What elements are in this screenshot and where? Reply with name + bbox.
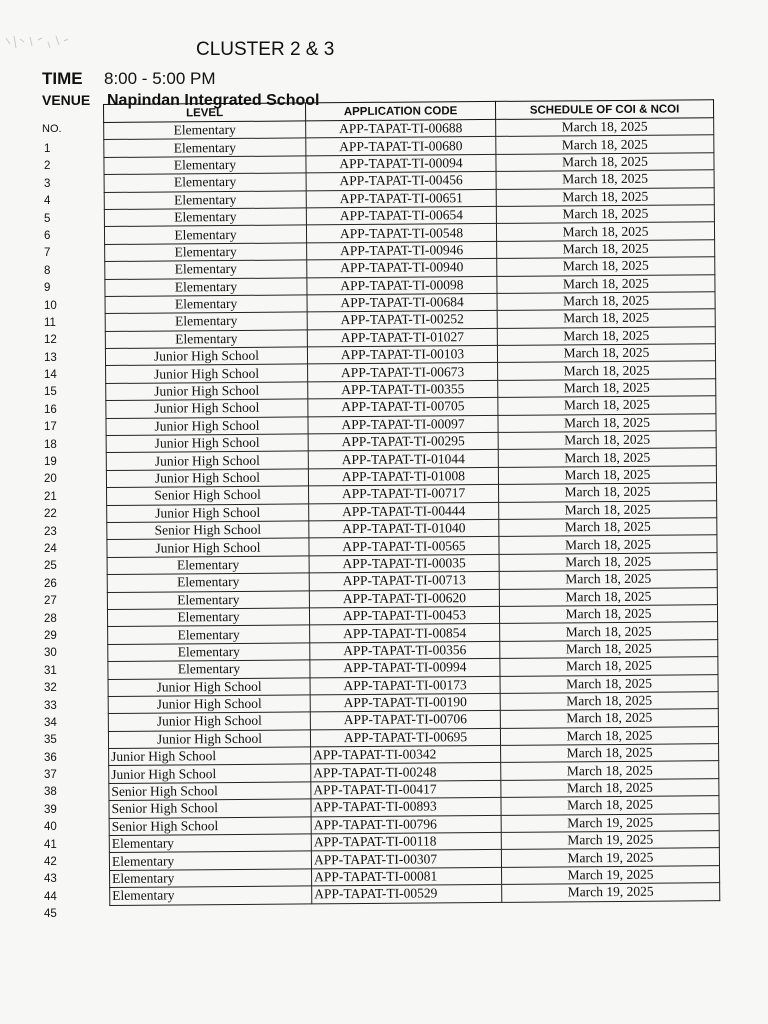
level-cell: Senior High School bbox=[109, 817, 311, 836]
level-cell: Elementary bbox=[109, 851, 311, 870]
schedule-date-cell: March 18, 2025 bbox=[497, 292, 715, 311]
row-number: 38 bbox=[44, 786, 57, 799]
level-cell: Elementary bbox=[105, 295, 307, 314]
row-number: 40 bbox=[44, 821, 57, 834]
row-number: 17 bbox=[44, 421, 57, 434]
schedule-date-cell: March 18, 2025 bbox=[501, 796, 719, 815]
application-code-cell: APP-TAPAT-TI-00444 bbox=[309, 502, 499, 521]
row-number: 31 bbox=[44, 664, 57, 677]
application-code-cell: APP-TAPAT-TI-01008 bbox=[308, 467, 498, 486]
level-cell: Elementary bbox=[108, 625, 310, 644]
application-code-cell: APP-TAPAT-TI-00307 bbox=[311, 850, 501, 869]
schedule-date-cell: March 18, 2025 bbox=[498, 466, 716, 485]
schedule-date-cell: March 19, 2025 bbox=[502, 865, 720, 884]
table-body bbox=[104, 118, 720, 905]
schedule-date-cell: March 18, 2025 bbox=[498, 396, 716, 415]
row-number: 10 bbox=[44, 299, 57, 312]
level-cell: Elementary bbox=[108, 660, 310, 679]
level-cell: Elementary bbox=[104, 173, 306, 192]
row-number: 44 bbox=[44, 890, 57, 903]
schedule-date-cell: March 18, 2025 bbox=[500, 692, 718, 711]
application-code-cell: APP-TAPAT-TI-00854 bbox=[310, 624, 500, 643]
level-cell: Elementary bbox=[110, 886, 312, 905]
venue-label: VENUE bbox=[42, 92, 91, 108]
application-code-cell: APP-TAPAT-TI-00940 bbox=[307, 259, 497, 278]
level-cell: Senior High School bbox=[107, 521, 309, 540]
schedule-date-cell: March 18, 2025 bbox=[499, 605, 717, 624]
level-cell: Elementary bbox=[107, 556, 309, 575]
row-number: 13 bbox=[44, 351, 57, 364]
application-code-cell: APP-TAPAT-TI-00094 bbox=[306, 154, 496, 173]
schedule-date-cell: March 18, 2025 bbox=[499, 552, 717, 571]
row-number: 39 bbox=[44, 803, 57, 816]
level-cell: Junior High School bbox=[106, 364, 308, 383]
application-code-cell: APP-TAPAT-TI-00103 bbox=[307, 345, 497, 364]
level-cell: Elementary bbox=[105, 277, 307, 296]
level-cell: Elementary bbox=[105, 312, 307, 331]
application-code-cell: APP-TAPAT-TI-01027 bbox=[307, 328, 497, 347]
schedule-date-cell: March 18, 2025 bbox=[496, 118, 714, 137]
row-number-column bbox=[40, 141, 80, 924]
row-number: 22 bbox=[44, 508, 57, 521]
application-code-cell: APP-TAPAT-TI-00355 bbox=[308, 380, 498, 399]
schedule-date-cell: March 18, 2025 bbox=[499, 570, 717, 589]
schedule-date-cell: March 18, 2025 bbox=[497, 309, 715, 328]
row-number: 7 bbox=[44, 247, 51, 260]
level-cell: Junior High School bbox=[108, 677, 310, 696]
schedule-date-cell: March 18, 2025 bbox=[498, 379, 716, 398]
application-code-cell: APP-TAPAT-TI-00688 bbox=[306, 119, 496, 138]
row-number: 21 bbox=[44, 490, 57, 503]
application-code-cell: APP-TAPAT-TI-00684 bbox=[307, 293, 497, 312]
application-code-cell: APP-TAPAT-TI-00706 bbox=[310, 711, 500, 730]
schedule-date-cell: March 18, 2025 bbox=[499, 483, 717, 502]
level-cell: Junior High School bbox=[109, 764, 311, 783]
level-cell: Junior High School bbox=[107, 538, 309, 557]
schedule-date-cell: March 18, 2025 bbox=[500, 674, 718, 693]
schedule-date-cell: March 18, 2025 bbox=[496, 135, 714, 154]
level-cell: Elementary bbox=[109, 834, 311, 853]
schedule-date-cell: March 18, 2025 bbox=[497, 239, 715, 258]
level-cell: Junior High School bbox=[107, 503, 309, 522]
level-cell: Senior High School bbox=[109, 799, 311, 818]
schedule-date-cell: March 19, 2025 bbox=[501, 831, 719, 850]
level-cell: Senior High School bbox=[107, 486, 309, 505]
application-code-cell: APP-TAPAT-TI-00529 bbox=[312, 885, 502, 904]
application-code-cell: APP-TAPAT-TI-00035 bbox=[309, 554, 499, 573]
application-code-cell: APP-TAPAT-TI-00654 bbox=[306, 206, 496, 225]
application-code-cell: APP-TAPAT-TI-00252 bbox=[307, 311, 497, 330]
row-number: 36 bbox=[44, 751, 57, 764]
application-code-cell: APP-TAPAT-TI-00994 bbox=[310, 659, 500, 678]
application-code-cell: APP-TAPAT-TI-00190 bbox=[310, 693, 500, 712]
schedule-date-cell: March 18, 2025 bbox=[497, 344, 715, 363]
schedule-date-cell: March 18, 2025 bbox=[498, 448, 716, 467]
level-cell: Elementary bbox=[104, 156, 306, 175]
schedule-date-cell: March 18, 2025 bbox=[496, 170, 714, 189]
row-number: 43 bbox=[44, 873, 57, 886]
schedule-date-cell: March 18, 2025 bbox=[499, 500, 717, 519]
application-code-cell: APP-TAPAT-TI-00548 bbox=[306, 224, 496, 243]
application-code-cell: APP-TAPAT-TI-00417 bbox=[311, 780, 501, 799]
application-code-cell: APP-TAPAT-TI-00081 bbox=[312, 867, 502, 886]
row-number: 18 bbox=[44, 438, 57, 451]
application-code-cell: APP-TAPAT-TI-00565 bbox=[309, 537, 499, 556]
application-code-cell: APP-TAPAT-TI-00620 bbox=[309, 589, 499, 608]
schedule-date-cell: March 18, 2025 bbox=[496, 152, 714, 171]
level-cell: Junior High School bbox=[106, 434, 308, 453]
application-code-cell: APP-TAPAT-TI-00456 bbox=[306, 172, 496, 191]
time-row bbox=[42, 69, 216, 89]
application-code-cell: APP-TAPAT-TI-01040 bbox=[309, 519, 499, 538]
level-cell: Junior High School bbox=[109, 747, 311, 766]
row-number: 37 bbox=[44, 769, 57, 782]
venue-value: Napindan Integrated School bbox=[107, 92, 320, 109]
row-number: 41 bbox=[44, 838, 57, 851]
number-column-header: NO. bbox=[42, 123, 62, 135]
application-code-cell: APP-TAPAT-TI-00097 bbox=[308, 415, 498, 434]
row-number: 28 bbox=[44, 612, 57, 625]
schedule-date-cell: March 18, 2025 bbox=[499, 518, 717, 537]
level-cell: Junior High School bbox=[108, 695, 310, 714]
application-code-cell: APP-TAPAT-TI-00796 bbox=[311, 815, 501, 834]
application-code-cell: APP-TAPAT-TI-00453 bbox=[309, 606, 499, 625]
schedule-date-cell: March 18, 2025 bbox=[500, 709, 718, 728]
level-cell: Elementary bbox=[108, 643, 310, 662]
schedule-date-cell: March 18, 2025 bbox=[498, 431, 716, 450]
level-cell: Junior High School bbox=[106, 382, 308, 401]
row-number: 3 bbox=[44, 177, 51, 190]
schedule-table-wrapper bbox=[103, 99, 719, 905]
row-number: 14 bbox=[44, 369, 57, 382]
table-row bbox=[110, 883, 720, 905]
row-number: 34 bbox=[44, 716, 57, 729]
application-code-cell: APP-TAPAT-TI-00717 bbox=[309, 485, 499, 504]
row-number: 20 bbox=[44, 473, 57, 486]
time-value: 8:00 - 5:00 PM bbox=[104, 69, 216, 88]
level-cell: Elementary bbox=[105, 330, 307, 349]
schedule-date-cell: March 18, 2025 bbox=[501, 779, 719, 798]
schedule-date-cell: March 18, 2025 bbox=[500, 622, 718, 641]
application-code-cell: APP-TAPAT-TI-00946 bbox=[307, 241, 497, 260]
level-cell: Elementary bbox=[104, 208, 306, 227]
application-code-cell: APP-TAPAT-TI-00356 bbox=[310, 641, 500, 660]
schedule-date-cell: March 19, 2025 bbox=[502, 883, 720, 902]
application-code-cell: APP-TAPAT-TI-00342 bbox=[311, 745, 501, 764]
application-code-cell: APP-TAPAT-TI-00118 bbox=[311, 832, 501, 851]
row-number: 26 bbox=[44, 577, 57, 590]
row-number: 9 bbox=[44, 282, 51, 295]
schedule-date-cell: March 18, 2025 bbox=[497, 326, 715, 345]
level-cell: Junior High School bbox=[106, 399, 308, 418]
schedule-date-cell: March 18, 2025 bbox=[501, 761, 719, 780]
application-code-cell: APP-TAPAT-TI-00248 bbox=[311, 763, 501, 782]
schedule-date-cell: March 18, 2025 bbox=[501, 744, 719, 763]
row-number: 16 bbox=[44, 403, 57, 416]
level-cell: Junior High School bbox=[108, 730, 310, 749]
schedule-date-cell: March 19, 2025 bbox=[501, 848, 719, 867]
application-code-cell: APP-TAPAT-TI-00893 bbox=[311, 798, 501, 817]
application-code-cell: APP-TAPAT-TI-00713 bbox=[309, 572, 499, 591]
row-number: 33 bbox=[44, 699, 57, 712]
application-code-cell: APP-TAPAT-TI-00695 bbox=[310, 728, 500, 747]
level-cell: Elementary bbox=[105, 260, 307, 279]
level-cell: Elementary bbox=[104, 190, 306, 209]
schedule-date-cell: March 18, 2025 bbox=[497, 257, 715, 276]
schedule-date-cell: March 18, 2025 bbox=[500, 657, 718, 676]
application-code-cell: APP-TAPAT-TI-00098 bbox=[307, 276, 497, 295]
row-number: 35 bbox=[44, 734, 57, 747]
column-header-schedule: SCHEDULE OF COI & NCOI bbox=[495, 100, 713, 120]
level-cell: Elementary bbox=[110, 869, 312, 888]
level-cell: Senior High School bbox=[109, 782, 311, 801]
level-cell: Elementary bbox=[104, 121, 306, 140]
row-number: 8 bbox=[44, 264, 51, 277]
level-cell: Elementary bbox=[107, 573, 309, 592]
row-number: 2 bbox=[44, 160, 51, 173]
level-cell: Elementary bbox=[104, 225, 306, 244]
row-number: 45 bbox=[44, 908, 57, 921]
time-label: TIME bbox=[42, 69, 83, 88]
row-number: 15 bbox=[44, 386, 57, 399]
level-cell: Junior High School bbox=[105, 347, 307, 366]
column-header-level: LEVEL bbox=[104, 103, 306, 123]
row-number: 1 bbox=[44, 143, 51, 155]
schedule-date-cell: March 18, 2025 bbox=[496, 205, 714, 224]
level-cell: Elementary bbox=[104, 138, 306, 157]
scan-smudge bbox=[4, 30, 74, 54]
level-cell: Elementary bbox=[107, 590, 309, 609]
schedule-date-cell: March 18, 2025 bbox=[498, 361, 716, 380]
level-cell: Junior High School bbox=[106, 451, 308, 470]
schedule-date-cell: March 18, 2025 bbox=[499, 535, 717, 554]
level-cell: Junior High School bbox=[108, 712, 310, 731]
application-code-cell: APP-TAPAT-TI-00705 bbox=[308, 398, 498, 417]
row-number: 30 bbox=[44, 647, 57, 660]
application-code-cell: APP-TAPAT-TI-01044 bbox=[308, 450, 498, 469]
row-number: 4 bbox=[44, 195, 51, 208]
schedule-date-cell: March 18, 2025 bbox=[496, 187, 714, 206]
level-cell: Junior High School bbox=[106, 469, 308, 488]
schedule-date-cell: March 18, 2025 bbox=[497, 274, 715, 293]
application-code-cell: APP-TAPAT-TI-00673 bbox=[308, 363, 498, 382]
level-cell: Junior High School bbox=[106, 417, 308, 436]
row-number: 42 bbox=[44, 856, 57, 869]
cluster-title: CLUSTER 2 & 3 bbox=[196, 39, 335, 60]
row-number: 5 bbox=[44, 212, 51, 225]
column-header-application-code: APPLICATION CODE bbox=[305, 101, 495, 120]
schedule-table bbox=[103, 99, 720, 905]
application-code-cell: APP-TAPAT-TI-00173 bbox=[310, 676, 500, 695]
level-cell: Elementary bbox=[107, 608, 309, 627]
level-cell: Elementary bbox=[105, 243, 307, 262]
schedule-date-cell: March 18, 2025 bbox=[498, 413, 716, 432]
row-number: 24 bbox=[44, 542, 57, 555]
row-number: 11 bbox=[44, 316, 56, 329]
application-code-cell: APP-TAPAT-TI-00295 bbox=[308, 432, 498, 451]
row-number: 25 bbox=[44, 560, 57, 573]
row-number: 23 bbox=[44, 525, 57, 538]
application-code-cell: APP-TAPAT-TI-00680 bbox=[306, 137, 496, 156]
schedule-date-cell: March 18, 2025 bbox=[496, 222, 714, 241]
row-number: 12 bbox=[44, 334, 57, 347]
row-number: 27 bbox=[44, 595, 57, 608]
schedule-date-cell: March 19, 2025 bbox=[501, 813, 719, 832]
row-number: 19 bbox=[44, 456, 57, 469]
schedule-date-cell: March 18, 2025 bbox=[499, 587, 717, 606]
schedule-date-cell: March 18, 2025 bbox=[500, 726, 718, 745]
schedule-date-cell: March 18, 2025 bbox=[500, 639, 718, 658]
row-number: 29 bbox=[44, 629, 57, 642]
application-code-cell: APP-TAPAT-TI-00651 bbox=[306, 189, 496, 208]
row-number: 6 bbox=[44, 229, 51, 242]
row-number: 32 bbox=[44, 682, 57, 695]
